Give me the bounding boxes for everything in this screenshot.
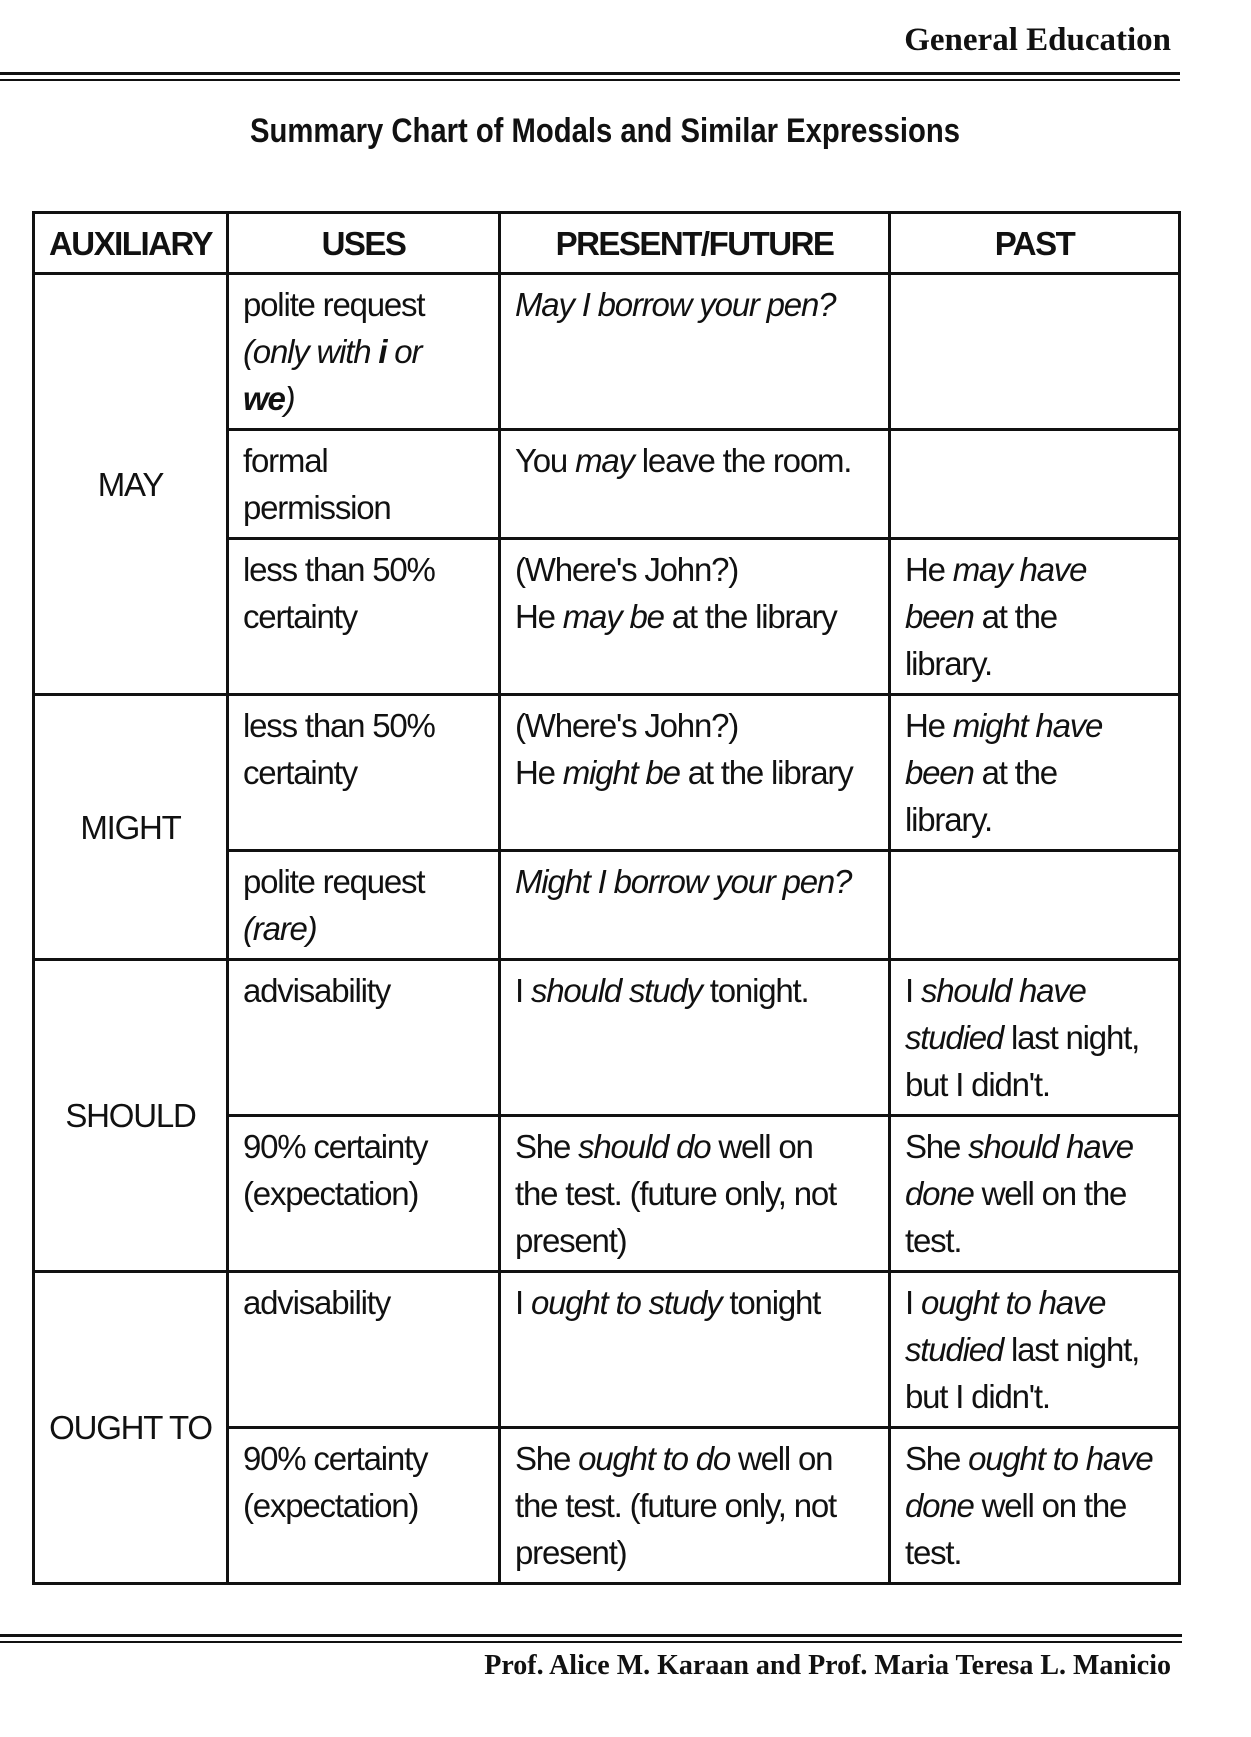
past-cell: I ought to have studied last night, but I didn't. xyxy=(890,1272,1180,1428)
past-cell: I should have studied last night, but I didn't. xyxy=(890,960,1180,1116)
past-cell: She should have done well on the test. xyxy=(890,1116,1180,1272)
past-cell: He might have been at the library. xyxy=(890,695,1180,851)
table-row xyxy=(34,274,1180,430)
auxiliary-should: SHOULD xyxy=(34,960,228,1272)
past-cell: She ought to have done well on the test. xyxy=(890,1428,1180,1584)
uses-cell: advisability xyxy=(228,1272,500,1428)
past-cell xyxy=(890,430,1180,539)
footer-rule xyxy=(0,1634,1182,1637)
past-cell: He may have been at the library. xyxy=(890,539,1180,695)
column-header-auxiliary: AUXILIARY xyxy=(34,213,228,274)
present-future-cell: She ought to do well on the test. (future only, not present) xyxy=(500,1428,890,1584)
table-row xyxy=(34,695,1180,851)
uses-cell: less than 50% certainty xyxy=(228,695,500,851)
uses-cell: 90% certainty (expectation) xyxy=(228,1428,500,1584)
table-header-row xyxy=(34,213,1180,274)
present-future-cell: (Where's John?) He might be at the library xyxy=(500,695,890,851)
column-header-uses: USES xyxy=(228,213,500,274)
present-future-cell: Might I borrow your pen? xyxy=(500,851,890,960)
uses-cell: polite request (only with i or we) xyxy=(228,274,500,430)
modals-table xyxy=(32,211,1181,1585)
table-row xyxy=(34,1272,1180,1428)
page-footer: Prof. Alice M. Karaan and Prof. Maria Teresa L. Manicio xyxy=(484,1650,1171,1681)
uses-cell: 90% certainty (expectation) xyxy=(228,1116,500,1272)
table-row xyxy=(34,960,1180,1116)
uses-cell: polite request (rare) xyxy=(228,851,500,960)
past-cell xyxy=(890,274,1180,430)
header-rule xyxy=(0,72,1180,75)
header-rule-thin xyxy=(0,79,1180,81)
present-future-cell: You may leave the room. xyxy=(500,430,890,539)
past-cell xyxy=(890,851,1180,960)
uses-cell: less than 50% certainty xyxy=(228,539,500,695)
auxiliary-might: MIGHT xyxy=(34,695,228,960)
present-future-cell: She should do well on the test. (future only, not present) xyxy=(500,1116,890,1272)
page-title: Summary Chart of Modals and Similar Expressions xyxy=(249,112,961,150)
running-header: General Education xyxy=(904,22,1171,58)
footer-rule-thin xyxy=(0,1641,1182,1643)
column-header-past: PAST xyxy=(890,213,1180,274)
present-future-cell: I should study tonight. xyxy=(500,960,890,1116)
auxiliary-ought-to: OUGHT TO xyxy=(34,1272,228,1584)
uses-cell: advisability xyxy=(228,960,500,1116)
column-header-present-future: PRESENT/FUTURE xyxy=(500,213,890,274)
uses-cell: formal permission xyxy=(228,430,500,539)
present-future-cell: I ought to study tonight xyxy=(500,1272,890,1428)
present-future-cell: May I borrow your pen? xyxy=(500,274,890,430)
auxiliary-may: MAY xyxy=(34,274,228,695)
present-future-cell: (Where's John?) He may be at the library xyxy=(500,539,890,695)
